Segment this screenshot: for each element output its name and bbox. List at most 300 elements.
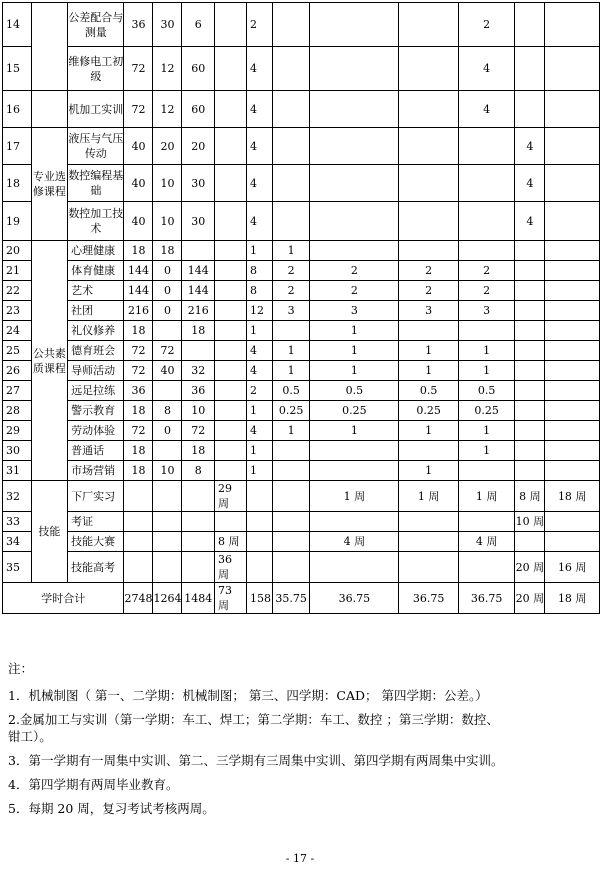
cell-s2 <box>310 552 399 583</box>
cell-s3 <box>399 202 458 241</box>
cell-s6: 18 周 <box>545 481 600 512</box>
cell-credit: 1 <box>247 321 273 341</box>
cell-s2: 0.5 <box>310 381 399 401</box>
cell-s6 <box>545 281 600 301</box>
cell-theory: 0 <box>153 261 182 281</box>
table-row <box>3 441 600 461</box>
cell-credit: 2 <box>247 3 273 47</box>
course-name: 下厂实习 <box>68 481 124 512</box>
cell-s1 <box>272 3 309 47</box>
cell-s6 <box>545 381 600 401</box>
cell-s2 <box>310 91 399 128</box>
total-credit: 158 <box>247 583 273 614</box>
category-public: 公共素质课程 <box>31 241 68 481</box>
cell-total: 72 <box>124 361 153 381</box>
cell-weeks: 8 周 <box>214 532 246 552</box>
cell-s5 <box>515 361 545 381</box>
cell-total <box>124 532 153 552</box>
cell-practice <box>182 552 215 583</box>
cell-credit: 4 <box>247 341 273 361</box>
cell-s4: 0.5 <box>458 381 515 401</box>
notes-section <box>8 660 593 824</box>
cell-s2: 1 <box>310 321 399 341</box>
row-number: 15 <box>3 47 32 91</box>
cell-s4: 2 <box>458 261 515 281</box>
cell-practice: 30 <box>182 202 215 241</box>
cell-theory: 18 <box>153 241 182 261</box>
cell-practice: 8 <box>182 461 215 481</box>
course-name: 数控编程基础 <box>68 165 124 202</box>
row-number: 17 <box>3 128 32 165</box>
cell-theory: 72 <box>153 341 182 361</box>
cell-s6 <box>545 361 600 381</box>
note-2-cont: 钳工）。 <box>8 729 52 744</box>
row-number: 29 <box>3 421 32 441</box>
row-number: 26 <box>3 361 32 381</box>
cell-practice: 32 <box>182 361 215 381</box>
cell-weeks <box>214 165 246 202</box>
course-name: 体育健康 <box>68 261 124 281</box>
total-total: 2748 <box>124 583 153 614</box>
cell-s5: 4 <box>515 165 545 202</box>
row-number: 20 <box>3 241 32 261</box>
cell-s6 <box>545 512 600 532</box>
cell-s1 <box>272 461 309 481</box>
course-name: 技能高考 <box>68 552 124 583</box>
cell-s4 <box>458 128 515 165</box>
cell-s5 <box>515 47 545 91</box>
cell-s1: 0.5 <box>272 381 309 401</box>
row-number: 31 <box>3 461 32 481</box>
cell-weeks <box>214 47 246 91</box>
row-number: 16 <box>3 91 32 128</box>
cell-s4: 0.25 <box>458 401 515 421</box>
notes-title: 注： <box>8 661 34 676</box>
cell-s3: 2 <box>399 261 458 281</box>
cell-s5 <box>515 281 545 301</box>
cell-theory <box>153 321 182 341</box>
cell-s3 <box>399 3 458 47</box>
course-name: 礼仪修养 <box>68 321 124 341</box>
cell-theory: 10 <box>153 202 182 241</box>
table-row <box>3 512 600 532</box>
cell-s2: 1 <box>310 361 399 381</box>
cell-s2: 1 <box>310 421 399 441</box>
cell-total: 72 <box>124 341 153 361</box>
note-1: 1．机械制图（ 第一、二学期：机械制图； 第三、四学期：CAD； 第四学期：公差。） <box>8 688 488 703</box>
row-number: 33 <box>3 512 32 532</box>
course-name: 艺术 <box>68 281 124 301</box>
row-number: 34 <box>3 532 32 552</box>
cell-practice: 36 <box>182 381 215 401</box>
cell-s4: 4 <box>458 47 515 91</box>
course-name: 维修电工初级 <box>68 47 124 91</box>
cell-s4: 1 周 <box>458 481 515 512</box>
cell-s3 <box>399 512 458 532</box>
cell-practice: 144 <box>182 261 215 281</box>
totals-label: 学时合计 <box>3 583 124 614</box>
cell-theory: 0 <box>153 421 182 441</box>
cell-s1: 3 <box>272 301 309 321</box>
cell-s5 <box>515 301 545 321</box>
cell-s3 <box>399 91 458 128</box>
cell-weeks <box>214 381 246 401</box>
table-row <box>3 552 600 583</box>
cell-s1 <box>272 441 309 461</box>
course-name: 普通话 <box>68 441 124 461</box>
cell-s2: 2 <box>310 281 399 301</box>
cell-weeks <box>214 341 246 361</box>
cell-s3 <box>399 321 458 341</box>
total-s4: 36.75 <box>458 583 515 614</box>
cell-total <box>124 481 153 512</box>
cell-total: 36 <box>124 381 153 401</box>
cell-s1 <box>272 128 309 165</box>
cell-credit: 1 <box>247 461 273 481</box>
cell-s3: 1 <box>399 361 458 381</box>
course-name: 考证 <box>68 512 124 532</box>
table-row <box>3 381 600 401</box>
cell-s3: 1 <box>399 421 458 441</box>
cell-practice <box>182 481 215 512</box>
total-s3: 36.75 <box>399 583 458 614</box>
total-weeks: 73 周 <box>214 583 246 614</box>
cell-s5 <box>515 261 545 281</box>
cell-total: 72 <box>124 91 153 128</box>
course-name: 公差配合与测量 <box>68 3 124 47</box>
cell-practice <box>182 241 215 261</box>
cell-s6 <box>545 202 600 241</box>
course-name: 技能大赛 <box>68 532 124 552</box>
cell-theory: 30 <box>153 3 182 47</box>
cell-s4: 4 周 <box>458 532 515 552</box>
cell-s5 <box>515 241 545 261</box>
cell-weeks <box>214 91 246 128</box>
course-name: 心理健康 <box>68 241 124 261</box>
table-row <box>3 532 600 552</box>
cell-practice: 30 <box>182 165 215 202</box>
cell-credit: 4 <box>247 421 273 441</box>
row-number: 18 <box>3 165 32 202</box>
cell-total: 18 <box>124 241 153 261</box>
cell-total: 144 <box>124 261 153 281</box>
course-name: 机加工实训 <box>68 91 124 128</box>
cell-weeks <box>214 512 246 532</box>
cell-s5 <box>515 441 545 461</box>
cell-credit <box>247 481 273 512</box>
table-row <box>3 401 600 421</box>
cell-practice <box>182 512 215 532</box>
cell-s1: 1 <box>272 241 309 261</box>
cell-theory: 0 <box>153 281 182 301</box>
cell-credit: 2 <box>247 381 273 401</box>
cell-s3: 1 周 <box>399 481 458 512</box>
cell-s1 <box>272 321 309 341</box>
total-s6: 18 周 <box>545 583 600 614</box>
cell-s6 <box>545 301 600 321</box>
totals-row <box>3 583 600 614</box>
category-cell-empty <box>31 3 68 91</box>
course-name: 导师活动 <box>68 361 124 381</box>
cell-s6 <box>545 441 600 461</box>
cell-s4 <box>458 321 515 341</box>
cell-practice: 10 <box>182 401 215 421</box>
cell-s2: 4 周 <box>310 532 399 552</box>
course-name: 劳动体验 <box>68 421 124 441</box>
cell-s4: 4 <box>458 91 515 128</box>
cell-practice: 20 <box>182 128 215 165</box>
cell-practice: 72 <box>182 421 215 441</box>
cell-s1 <box>272 165 309 202</box>
cell-credit: 8 <box>247 281 273 301</box>
course-name: 数控加工技术 <box>68 202 124 241</box>
cell-s3 <box>399 128 458 165</box>
cell-s2 <box>310 512 399 532</box>
cell-theory <box>153 381 182 401</box>
cell-s6 <box>545 532 600 552</box>
cell-s4 <box>458 165 515 202</box>
curriculum-table <box>2 2 600 614</box>
row-number: 25 <box>3 341 32 361</box>
cell-practice: 60 <box>182 91 215 128</box>
cell-weeks <box>214 441 246 461</box>
cell-s1: 0.25 <box>272 401 309 421</box>
cell-practice: 60 <box>182 47 215 91</box>
cell-credit <box>247 552 273 583</box>
table-row <box>3 165 600 202</box>
course-name: 市场营销 <box>68 461 124 481</box>
cell-theory: 8 <box>153 401 182 421</box>
cell-s1 <box>272 91 309 128</box>
table-row <box>3 481 600 512</box>
cell-s2 <box>310 461 399 481</box>
cell-s4: 1 <box>458 421 515 441</box>
cell-s1 <box>272 202 309 241</box>
total-s1: 35.75 <box>272 583 309 614</box>
row-number: 19 <box>3 202 32 241</box>
cell-theory <box>153 481 182 512</box>
total-s5: 20 周 <box>515 583 545 614</box>
course-name: 警示教育 <box>68 401 124 421</box>
cell-s5 <box>515 381 545 401</box>
cell-s2: 0.25 <box>310 401 399 421</box>
table-row <box>3 341 600 361</box>
row-number: 23 <box>3 301 32 321</box>
cell-total: 40 <box>124 165 153 202</box>
cell-s2: 2 <box>310 261 399 281</box>
cell-weeks <box>214 321 246 341</box>
cell-s6 <box>545 3 600 47</box>
cell-s1 <box>272 532 309 552</box>
cell-practice: 18 <box>182 321 215 341</box>
cell-credit: 4 <box>247 47 273 91</box>
cell-credit: 12 <box>247 301 273 321</box>
cell-s4 <box>458 512 515 532</box>
cell-s4 <box>458 552 515 583</box>
cell-weeks: 29 周 <box>214 481 246 512</box>
note-5: 5．每期 20 周，复习考试考核两周。 <box>8 801 215 816</box>
cell-s6 <box>545 261 600 281</box>
cell-weeks <box>214 128 246 165</box>
cell-credit: 1 <box>247 241 273 261</box>
cell-s6 <box>545 321 600 341</box>
cell-s4: 1 <box>458 341 515 361</box>
cell-weeks <box>214 421 246 441</box>
cell-weeks <box>214 281 246 301</box>
cell-credit: 4 <box>247 128 273 165</box>
cell-s3: 2 <box>399 281 458 301</box>
total-theory: 1264 <box>153 583 182 614</box>
cell-s6 <box>545 401 600 421</box>
cell-credit: 4 <box>247 91 273 128</box>
cell-s6 <box>545 421 600 441</box>
category-skill: 技能 <box>31 481 68 583</box>
cell-s1 <box>272 512 309 532</box>
cell-credit: 4 <box>247 361 273 381</box>
cell-s6 <box>545 341 600 361</box>
cell-theory: 10 <box>153 461 182 481</box>
cell-theory: 12 <box>153 91 182 128</box>
cell-practice <box>182 341 215 361</box>
cell-weeks <box>214 461 246 481</box>
cell-total: 18 <box>124 461 153 481</box>
cell-s6 <box>545 241 600 261</box>
cell-weeks <box>214 361 246 381</box>
cell-practice: 216 <box>182 301 215 321</box>
cell-s6 <box>545 47 600 91</box>
table-row <box>3 241 600 261</box>
cell-theory <box>153 552 182 583</box>
cell-s2 <box>310 47 399 91</box>
table-row <box>3 128 600 165</box>
cell-theory: 12 <box>153 47 182 91</box>
cell-weeks <box>214 241 246 261</box>
cell-s2 <box>310 165 399 202</box>
cell-s1: 2 <box>272 261 309 281</box>
cell-s4 <box>458 202 515 241</box>
cell-s5 <box>515 401 545 421</box>
cell-total: 40 <box>124 128 153 165</box>
cell-weeks <box>214 202 246 241</box>
cell-theory: 40 <box>153 361 182 381</box>
cell-s1 <box>272 47 309 91</box>
cell-s3 <box>399 532 458 552</box>
cell-practice: 18 <box>182 441 215 461</box>
cell-weeks <box>214 301 246 321</box>
cell-theory: 0 <box>153 301 182 321</box>
note-4: 4．第四学期有两周毕业教育。 <box>8 777 179 792</box>
cell-s6 <box>545 461 600 481</box>
cell-total: 40 <box>124 202 153 241</box>
cell-s2 <box>310 128 399 165</box>
course-name: 远足拉练 <box>68 381 124 401</box>
cell-s2 <box>310 202 399 241</box>
note-3: 3．第一学期有一周集中实训、第二、三学期有三周集中实训、第四学期有两周集中实训。 <box>8 753 504 768</box>
cell-s2 <box>310 441 399 461</box>
cell-weeks: 36 周 <box>214 552 246 583</box>
cell-total <box>124 552 153 583</box>
table-row <box>3 3 600 47</box>
cell-s4: 3 <box>458 301 515 321</box>
cell-total <box>124 512 153 532</box>
table-row <box>3 47 600 91</box>
cell-s3: 1 <box>399 461 458 481</box>
cell-s4: 2 <box>458 281 515 301</box>
cell-theory <box>153 532 182 552</box>
cell-s3 <box>399 47 458 91</box>
cell-s2: 1 <box>310 341 399 361</box>
row-number: 35 <box>3 552 32 583</box>
cell-s2 <box>310 3 399 47</box>
cell-total: 144 <box>124 281 153 301</box>
course-name: 液压与气压传动 <box>68 128 124 165</box>
cell-s3: 1 <box>399 341 458 361</box>
cell-s4 <box>458 241 515 261</box>
total-practice: 1484 <box>182 583 215 614</box>
category-cell-empty <box>31 91 68 128</box>
cell-total: 72 <box>124 47 153 91</box>
row-number: 30 <box>3 441 32 461</box>
cell-credit <box>247 512 273 532</box>
cell-credit: 1 <box>247 401 273 421</box>
cell-s3: 0.5 <box>399 381 458 401</box>
cell-s1 <box>272 552 309 583</box>
cell-s3: 3 <box>399 301 458 321</box>
table-row <box>3 261 600 281</box>
row-number: 22 <box>3 281 32 301</box>
total-s2: 36.75 <box>310 583 399 614</box>
cell-s5: 20 周 <box>515 552 545 583</box>
cell-weeks <box>214 401 246 421</box>
course-name: 德育班会 <box>68 341 124 361</box>
cell-s1: 1 <box>272 341 309 361</box>
cell-s5 <box>515 421 545 441</box>
cell-theory <box>153 441 182 461</box>
cell-practice: 144 <box>182 281 215 301</box>
row-number: 32 <box>3 481 32 512</box>
cell-total: 18 <box>124 441 153 461</box>
category-elective: 专业选修课程 <box>31 128 68 241</box>
cell-s5: 10 周 <box>515 512 545 532</box>
page-number: - 17 - <box>285 852 315 865</box>
cell-s5 <box>515 341 545 361</box>
cell-credit: 1 <box>247 441 273 461</box>
cell-practice <box>182 532 215 552</box>
cell-s6 <box>545 165 600 202</box>
table-row <box>3 461 600 481</box>
cell-s1: 2 <box>272 281 309 301</box>
cell-s6 <box>545 128 600 165</box>
cell-total: 36 <box>124 3 153 47</box>
cell-theory <box>153 512 182 532</box>
row-number: 21 <box>3 261 32 281</box>
cell-s5 <box>515 461 545 481</box>
cell-s2 <box>310 241 399 261</box>
cell-s2: 3 <box>310 301 399 321</box>
table-row <box>3 321 600 341</box>
table-row <box>3 202 600 241</box>
cell-s5: 4 <box>515 202 545 241</box>
cell-s6: 16 周 <box>545 552 600 583</box>
cell-s5: 4 <box>515 128 545 165</box>
table-row <box>3 301 600 321</box>
cell-s3 <box>399 441 458 461</box>
table-row <box>3 361 600 381</box>
note-2: 2.金属加工与实训（第一学期：车工、焊工；第二学期：车工、数控 ；第三学期：数控、 <box>8 712 499 727</box>
cell-s3 <box>399 165 458 202</box>
cell-s5 <box>515 3 545 47</box>
table-row <box>3 421 600 441</box>
